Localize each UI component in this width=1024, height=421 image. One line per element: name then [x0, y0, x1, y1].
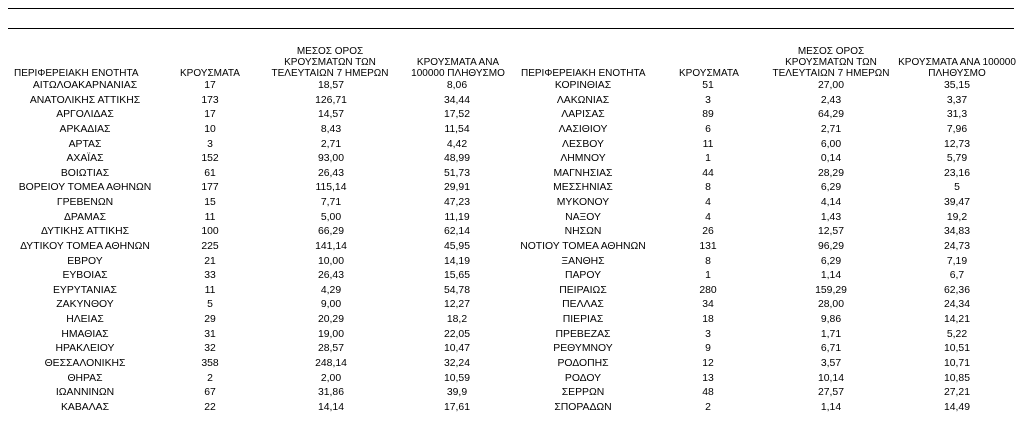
- avg7-cell: 1,43: [820, 211, 842, 223]
- avg7-cell: 18,57: [317, 80, 344, 91]
- per100k-cell: 32,24: [443, 357, 470, 369]
- table-row: [0, 138, 1024, 153]
- per100k-cell: 10,59: [443, 372, 470, 384]
- avg7-cell: 2,43: [820, 94, 842, 106]
- per100k-cell: 34,83: [943, 226, 970, 238]
- avg7-cell: 10,14: [817, 372, 844, 384]
- avg7-cell: 27,57: [817, 387, 844, 399]
- region-cell: ΑΡΤΑΣ: [68, 138, 102, 150]
- cases-cell: 11: [702, 138, 714, 150]
- cases-cell: 4: [705, 211, 711, 223]
- region-cell: ΛΑΣΙΘΙΟΥ: [558, 123, 608, 135]
- table-row: [0, 225, 1024, 240]
- header-avg7-right: ΜΕΣΟΣ ΟΡΟΣ ΚΡΟΥΣΜΑΤΩΝ ΤΩΝ ΤΕΛΕΥΤΑΙΩΝ 7 ΗΜΕΡΩΝ: [772, 46, 890, 79]
- per100k-cell: 10,85: [943, 372, 970, 384]
- region-cell: ΠΡΕΒΕΖΑΣ: [555, 328, 611, 340]
- cases-cell: 11: [204, 284, 216, 296]
- per100k-cell: 14,19: [443, 255, 470, 267]
- per100k-cell: 18,2: [446, 314, 468, 325]
- per100k-cell: 5,79: [946, 153, 968, 165]
- cases-cell: 1: [705, 270, 711, 282]
- cases-cell: 358: [201, 357, 219, 369]
- avg7-cell: 9,00: [320, 299, 342, 311]
- table-row: [0, 255, 1024, 270]
- cases-cell: 8: [705, 182, 711, 194]
- header-avg7-left: ΜΕΣΟΣ ΟΡΟΣ ΚΡΟΥΣΜΑΤΩΝ ΤΩΝ ΤΕΛΕΥΤΑΙΩΝ 7 ΗΜΕΡΩΝ: [271, 46, 389, 79]
- per100k-cell: 23,16: [943, 167, 970, 179]
- per100k-cell: 14,49: [943, 401, 970, 413]
- header-region-left: ΠΕΡΙΦΕΡΕΙΑΚΗ ΕΝΟΤΗΤΑ: [14, 68, 139, 79]
- per100k-cell: 11,54: [444, 123, 470, 135]
- avg7-cell: 1,14: [820, 270, 842, 282]
- region-cell: ΕΥΡΥΤΑΝΙΑΣ: [53, 284, 117, 296]
- cases-cell: 48: [702, 387, 714, 399]
- region-cell: ΜΑΓΝΗΣΙΑΣ: [553, 167, 613, 179]
- header-per100k-left: ΚΡΟΥΣΜΑΤΑ ΑΝΑ 100000 ΠΛΗΘΥΣΜΟ: [411, 57, 505, 79]
- region-cell: ΛΗΜΝΟΥ: [560, 153, 606, 165]
- cases-cell: 3: [705, 94, 711, 106]
- per100k-cell: 7,96: [946, 123, 968, 135]
- table-row: [0, 94, 1024, 109]
- avg7-cell: 96,29: [817, 240, 844, 252]
- table-row: [0, 108, 1024, 123]
- region-cell: ΗΜΑΘΙΑΣ: [61, 328, 109, 340]
- per100k-cell: 12,73: [943, 138, 970, 150]
- avg7-cell: 19,00: [317, 328, 344, 340]
- avg7-cell: 14,57: [317, 109, 344, 121]
- avg7-cell: 115,14: [315, 182, 347, 194]
- per100k-cell: 10,47: [443, 343, 470, 355]
- avg7-cell: 4,29: [320, 284, 342, 296]
- per100k-cell: 31,3: [946, 109, 968, 121]
- table-row: [0, 240, 1024, 255]
- avg7-cell: 1,14: [820, 401, 842, 413]
- cases-cell: 10: [204, 123, 216, 135]
- region-cell: ΡΟΔΟΠΗΣ: [557, 357, 609, 369]
- avg7-cell: 1,71: [820, 328, 842, 340]
- region-cell: ΠΑΡΟΥ: [564, 270, 602, 282]
- avg7-cell: 159,29: [815, 284, 847, 296]
- per100k-cell: 19,2: [946, 211, 968, 223]
- region-cell: ΑΧΑΪΑΣ: [66, 153, 104, 165]
- cases-cell: 33: [204, 270, 216, 282]
- per100k-cell: 10,51: [943, 343, 970, 355]
- header-cases-left: ΚΡΟΥΣΜΑΤΑ: [180, 68, 240, 79]
- region-cell: ΞΑΝΘΗΣ: [561, 255, 605, 267]
- cases-cell: 34: [702, 299, 714, 311]
- table-row: [0, 298, 1024, 313]
- per100k-cell: 62,14: [443, 226, 470, 238]
- per100k-cell: 45,95: [443, 240, 470, 252]
- cases-cell: 4: [705, 197, 711, 208]
- region-cell: ΡΟΔΟΥ: [564, 372, 602, 384]
- table-row: [0, 357, 1024, 372]
- region-cell: ΠΕΛΛΑΣ: [562, 299, 604, 311]
- per100k-cell: 22,05: [443, 328, 470, 340]
- header-region-right: ΠΕΡΙΦΕΡΕΙΑΚΗ ΕΝΟΤΗΤΑ: [521, 68, 646, 79]
- avg7-cell: 20,29: [317, 314, 344, 325]
- cases-cell: 9: [705, 343, 711, 355]
- avg7-cell: 26,43: [317, 270, 344, 282]
- cases-cell: 100: [201, 226, 219, 238]
- cases-cell: 152: [201, 153, 219, 165]
- avg7-cell: 6,29: [820, 182, 842, 194]
- cases-cell: 8: [705, 255, 711, 267]
- region-cell: ΚΑΒΑΛΑΣ: [60, 401, 110, 413]
- per100k-cell: 48,99: [443, 153, 470, 165]
- header-cases-right: ΚΡΟΥΣΜΑΤΑ: [679, 68, 739, 79]
- avg7-cell: 6,29: [820, 255, 842, 267]
- cases-cell: 44: [702, 167, 714, 179]
- region-cell: ΘΗΡΑΣ: [67, 372, 103, 384]
- cases-cell: 225: [201, 240, 219, 252]
- region-cell: ΠΕΙΡΑΙΩΣ: [559, 284, 607, 296]
- table-row: [0, 211, 1024, 226]
- table-row: [0, 328, 1024, 343]
- cases-cell: 22: [204, 401, 216, 413]
- cases-cell: 67: [204, 387, 216, 399]
- per100k-cell: 12,27: [443, 299, 470, 311]
- region-cell: ΚΟΡΙΝΘΙΑΣ: [554, 80, 612, 91]
- region-cell: ΛΑΚΩΝΙΑΣ: [556, 94, 610, 106]
- region-cell: ΑΡΓΟΛΙΔΑΣ: [56, 109, 114, 121]
- table-row: [0, 372, 1024, 387]
- region-cell: ΣΠΟΡΑΔΩΝ: [554, 401, 612, 413]
- table-row: [0, 196, 1024, 211]
- avg7-cell: 8,43: [320, 123, 342, 135]
- avg7-cell: 28,29: [817, 167, 844, 179]
- avg7-cell: 2,71: [320, 138, 342, 150]
- region-cell: ΒΟΡΕΙΟΥ ΤΟΜΕΑ ΑΘΗΝΩΝ: [18, 182, 152, 194]
- cases-cell: 5: [207, 299, 213, 311]
- cases-cell: 51: [702, 80, 714, 91]
- cases-cell: 18: [702, 314, 714, 325]
- table-row: [0, 269, 1024, 284]
- cases-cell: 31: [204, 328, 216, 340]
- avg7-cell: 9,86: [820, 314, 842, 325]
- region-cell: ΗΛΕΙΑΣ: [66, 314, 104, 325]
- cases-cell: 1: [705, 153, 711, 165]
- per100k-cell: 39,47: [943, 197, 970, 208]
- per100k-cell: 54,78: [443, 284, 470, 296]
- region-cell: ΛΑΡΙΣΑΣ: [561, 109, 605, 121]
- cases-cell: 32: [204, 343, 216, 355]
- cases-cell: 2: [207, 372, 213, 384]
- region-cell: ΒΟΙΩΤΙΑΣ: [60, 167, 110, 179]
- avg7-cell: 14,14: [317, 401, 344, 413]
- per100k-cell: 35,15: [943, 80, 970, 91]
- avg7-cell: 2,00: [320, 372, 342, 384]
- avg7-cell: 64,29: [817, 109, 844, 121]
- avg7-cell: 3,57: [820, 357, 842, 369]
- cases-cell: 3: [705, 328, 711, 340]
- per100k-cell: 27,21: [943, 387, 970, 399]
- region-cell: ΔΥΤΙΚΗΣ ΑΤΤΙΚΗΣ: [40, 226, 130, 238]
- per100k-cell: 15,65: [443, 270, 470, 282]
- per100k-cell: 29,91: [443, 182, 470, 194]
- cases-cell: 13: [702, 372, 714, 384]
- region-cell: ΠΙΕΡΙΑΣ: [562, 314, 604, 325]
- per100k-cell: 17,61: [443, 401, 470, 413]
- region-cell: ΛΕΣΒΟΥ: [562, 138, 604, 150]
- avg7-cell: 10,00: [317, 255, 344, 267]
- region-cell: ΔΥΤΙΚΟΥ ΤΟΜΕΑ ΑΘΗΝΩΝ: [20, 240, 150, 252]
- region-cell: ΜΥΚΟΝΟΥ: [556, 197, 610, 208]
- per100k-cell: 34,44: [443, 94, 470, 106]
- region-cell: ΜΕΣΣΗΝΙΑΣ: [553, 182, 613, 194]
- avg7-cell: 28,57: [317, 343, 344, 355]
- region-cell: ΘΕΣΣΑΛΟΝΙΚΗΣ: [44, 357, 126, 369]
- table-row: [0, 79, 1024, 94]
- avg7-cell: 126,71: [315, 94, 347, 106]
- cases-cell: 21: [204, 255, 216, 267]
- region-cell: ΓΡΕΒΕΝΩΝ: [56, 197, 114, 208]
- cases-cell: 17: [204, 80, 216, 91]
- per100k-cell: 17,52: [443, 109, 470, 121]
- cases-cell: 29: [204, 314, 216, 325]
- table-row: [0, 401, 1024, 416]
- per100k-cell: 8,06: [446, 80, 468, 91]
- cases-cell: 6: [705, 123, 711, 135]
- cases-cell: 11: [204, 211, 216, 223]
- avg7-cell: 5,00: [320, 211, 342, 223]
- table-row: [0, 313, 1024, 328]
- per100k-cell: 24,73: [943, 240, 970, 252]
- avg7-cell: 2,71: [820, 123, 842, 135]
- per100k-cell: 3,37: [946, 94, 968, 106]
- cases-cell: 131: [699, 240, 717, 252]
- cases-cell: 2: [705, 401, 711, 413]
- avg7-cell: 4,14: [820, 197, 842, 208]
- region-cell: ΝΑΞΟΥ: [565, 211, 601, 223]
- region-cell: ΑΡΚΑΔΙΑΣ: [59, 123, 111, 135]
- region-cell: ΑΙΤΩΛΟΑΚΑΡΝΑΝΙΑΣ: [32, 80, 138, 91]
- avg7-cell: 141,14: [315, 240, 347, 252]
- per100k-cell: 47,23: [443, 197, 470, 208]
- region-cell: ΕΥΒΟΙΑΣ: [62, 270, 108, 282]
- top-rule: [8, 8, 1014, 9]
- region-cell: ΔΡΑΜΑΣ: [63, 211, 107, 223]
- table-row: [0, 123, 1024, 138]
- per100k-cell: 10,71: [943, 357, 970, 369]
- cases-cell: 280: [699, 284, 717, 296]
- per100k-cell: 24,34: [943, 299, 970, 311]
- per100k-cell: 5: [954, 182, 960, 194]
- per100k-cell: 62,36: [943, 284, 970, 296]
- avg7-cell: 66,29: [317, 226, 344, 238]
- per100k-cell: 7,19: [946, 255, 968, 267]
- avg7-cell: 6,00: [820, 138, 842, 150]
- cases-cell: 12: [702, 357, 714, 369]
- table-row: [0, 181, 1024, 196]
- cases-cell: 177: [201, 182, 219, 194]
- region-cell: ΖΑΚΥΝΘΟΥ: [56, 299, 114, 311]
- per100k-cell: 14,21: [943, 314, 970, 325]
- table-row: [0, 386, 1024, 401]
- table-row: [0, 167, 1024, 182]
- cases-cell: 15: [204, 197, 216, 208]
- cases-cell: 173: [201, 94, 219, 106]
- table-row: [0, 152, 1024, 167]
- per100k-cell: 5,22: [946, 328, 968, 340]
- region-cell: ΙΩΑΝΝΙΝΩΝ: [55, 387, 115, 399]
- avg7-cell: 28,00: [817, 299, 844, 311]
- avg7-cell: 31,86: [317, 387, 344, 399]
- region-cell: ΡΕΘΥΜΝΟΥ: [553, 343, 613, 355]
- header-per100k-right: ΚΡΟΥΣΜΑΤΑ ΑΝΑ 100000 ΠΛΗΘΥΣΜΟ: [898, 57, 1016, 79]
- per100k-cell: 4,42: [446, 138, 468, 150]
- region-cell: ΑΝΑΤΟΛΙΚΗΣ ΑΤΤΙΚΗΣ: [29, 94, 141, 106]
- header-rule: [8, 28, 1014, 29]
- region-cell: ΗΡΑΚΛΕΙΟΥ: [55, 343, 115, 355]
- region-cell: ΕΒΡΟΥ: [67, 255, 103, 267]
- per100k-cell: 11,19: [444, 211, 470, 223]
- avg7-cell: 0,14: [820, 153, 842, 165]
- cases-cell: 26: [702, 226, 714, 238]
- region-cell: ΝΗΣΩΝ: [564, 226, 602, 238]
- per100k-cell: 39,9: [446, 387, 468, 399]
- cases-cell: 3: [207, 138, 213, 150]
- avg7-cell: 26,43: [317, 167, 344, 179]
- per100k-cell: 51,73: [443, 167, 470, 179]
- avg7-cell: 12,57: [817, 226, 844, 238]
- region-cell: ΣΕΡΡΩΝ: [561, 387, 605, 399]
- avg7-cell: 7,71: [320, 197, 342, 208]
- avg7-cell: 27,00: [817, 80, 844, 91]
- cases-cell: 89: [702, 109, 714, 121]
- avg7-cell: 248,14: [315, 357, 347, 369]
- avg7-cell: 93,00: [317, 153, 344, 165]
- cases-cell: 61: [204, 167, 216, 179]
- table-row: [0, 284, 1024, 299]
- table-body: [0, 79, 1024, 415]
- cases-cell: 17: [204, 109, 216, 121]
- per100k-cell: 6,7: [949, 270, 965, 282]
- table-row: [0, 342, 1024, 357]
- avg7-cell: 6,71: [820, 343, 842, 355]
- region-cell: ΝΟΤΙΟΥ ΤΟΜΕΑ ΑΘΗΝΩΝ: [520, 240, 646, 252]
